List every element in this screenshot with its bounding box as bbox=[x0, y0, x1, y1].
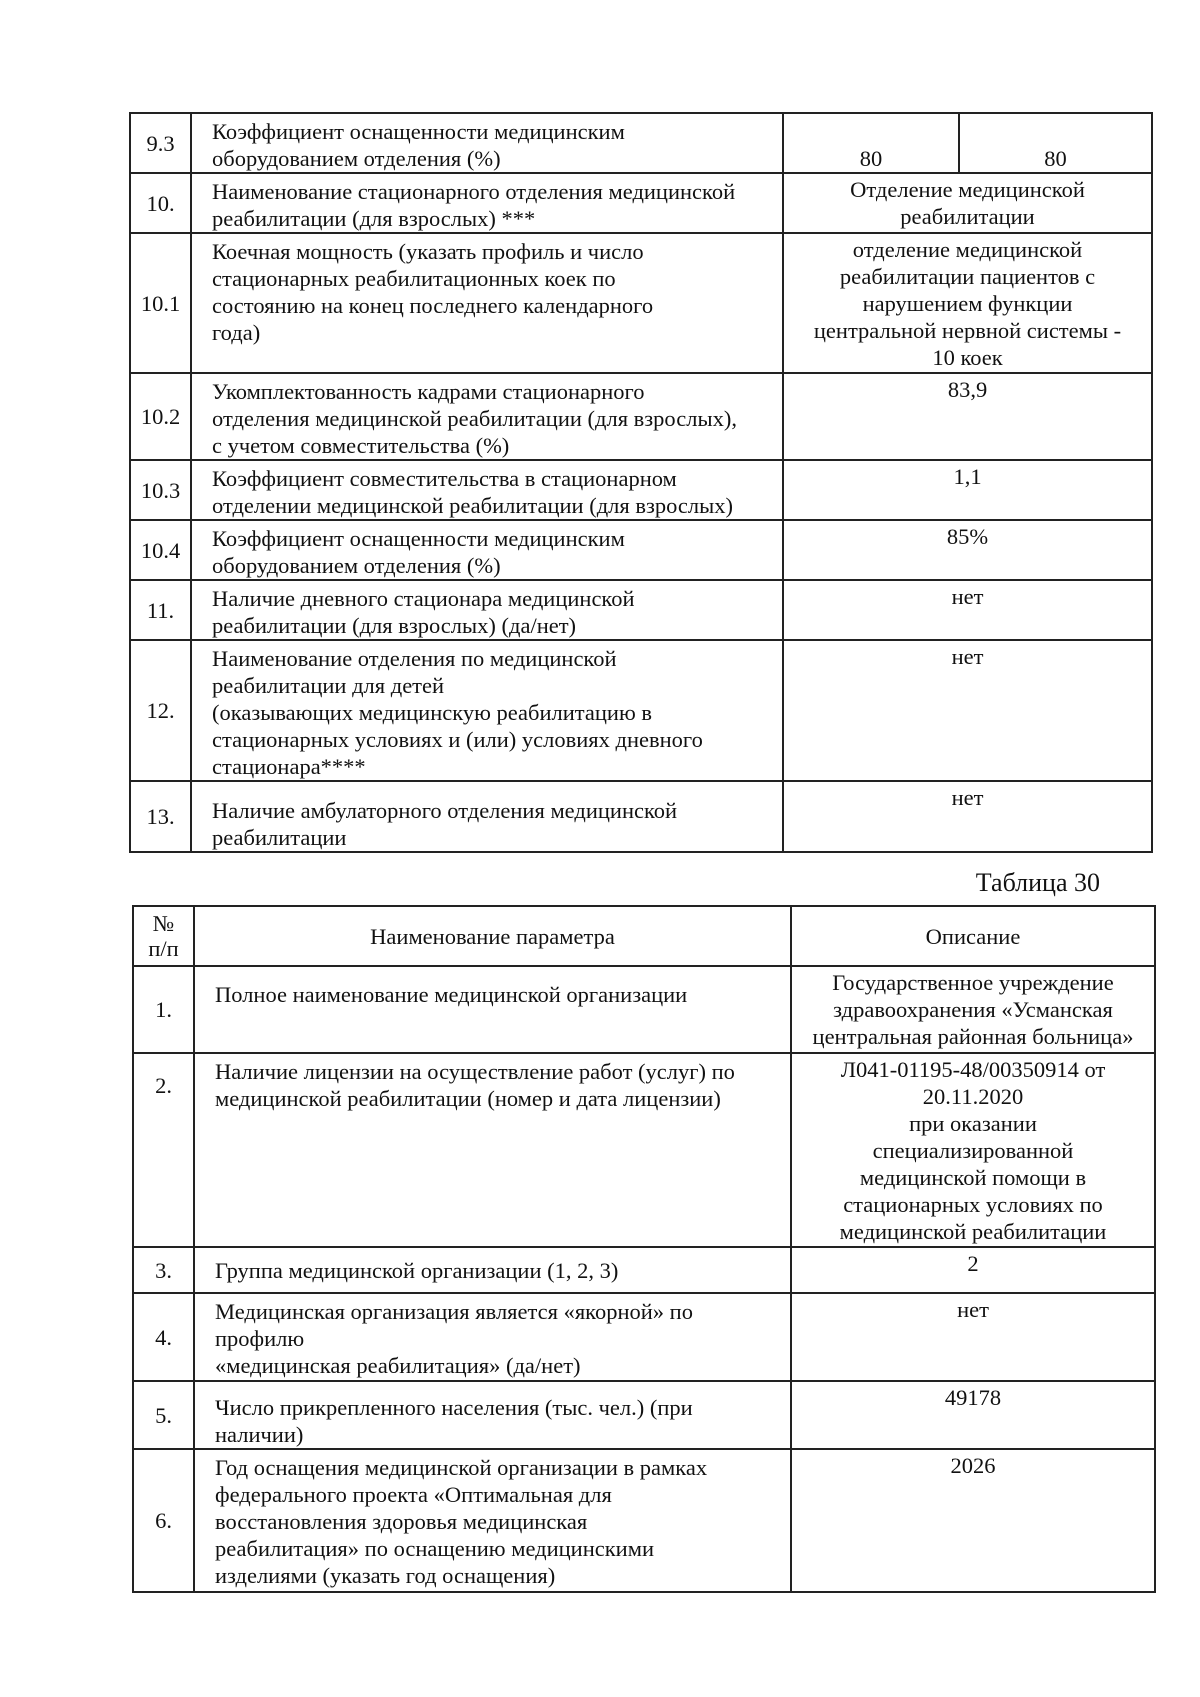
table-row bbox=[130, 373, 1152, 460]
parameter-value: 80 bbox=[783, 113, 959, 173]
row-number: 3. bbox=[133, 1247, 194, 1293]
parameter-name: Медицинская организация является «якорной» по профилю «медицинская реабилитация» (да/нет) bbox=[194, 1293, 791, 1381]
parameter-value: Отделение медицинской реабилитации bbox=[783, 173, 1152, 233]
row-number: 10.4 bbox=[130, 520, 191, 580]
column-header-number: № п/п bbox=[133, 906, 194, 966]
row-number: 9.3 bbox=[130, 113, 191, 173]
parameter-value: нет bbox=[783, 580, 1152, 640]
row-number: 10.3 bbox=[130, 460, 191, 520]
row-number: 4. bbox=[133, 1293, 194, 1381]
row-number: 10.1 bbox=[130, 233, 191, 373]
parameter-name: Коэффициент оснащенности медицинским оборудованием отделения (%) bbox=[191, 113, 783, 173]
parameter-name: Укомплектованность кадрами стационарного отделения медицинской реабилитации (для взрослых), с учетом совместительства (%) bbox=[191, 373, 783, 460]
column-header-description: Описание bbox=[791, 906, 1155, 966]
parameter-name: Коечная мощность (указать профиль и число стационарных реабилитационных коек по состоянию на конец последнего календарного года) bbox=[191, 233, 783, 373]
parameter-value: отделение медицинской реабилитации пациентов с нарушением функции центральной нервной системы - 10 коек bbox=[783, 233, 1152, 373]
row-number: 13. bbox=[130, 781, 191, 852]
parameter-name: Наименование отделения по медицинской реабилитации для детей (оказывающих медицинскую реабилитацию в стационарных условиях и (или) условиях дневного стационара**** bbox=[191, 640, 783, 781]
parameter-value: 1,1 bbox=[783, 460, 1152, 520]
parameter-name: Наличие дневного стационара медицинской реабилитации (для взрослых) (да/нет) bbox=[191, 580, 783, 640]
table-row bbox=[133, 1053, 1155, 1247]
table-row bbox=[130, 640, 1152, 781]
parameter-value: 83,9 bbox=[783, 373, 1152, 460]
row-number: 2. bbox=[133, 1053, 194, 1247]
parameter-value: 85% bbox=[783, 520, 1152, 580]
parameters-table-continued bbox=[129, 112, 1153, 853]
table-row bbox=[130, 173, 1152, 233]
table-row bbox=[133, 1449, 1155, 1592]
parameter-value: 2 bbox=[791, 1247, 1155, 1293]
parameter-name: Коэффициент оснащенности медицинским оборудованием отделения (%) bbox=[191, 520, 783, 580]
table-row bbox=[133, 1381, 1155, 1449]
parameter-name: Число прикрепленного населения (тыс. чел.) (при наличии) bbox=[194, 1381, 791, 1449]
parameter-name: Коэффициент совместительства в стационарном отделении медицинской реабилитации (для взрослых) bbox=[191, 460, 783, 520]
table-header-row bbox=[133, 906, 1155, 966]
parameter-value: Государственное учреждение здравоохранения «Усманская центральная районная больница» bbox=[791, 966, 1155, 1053]
column-header-name: Наименование параметра bbox=[194, 906, 791, 966]
parameter-value: Л041-01195-48/00350914 от 20.11.2020 при оказании специализированной медицинской помощи в стационарных условиях по медицинской реабилитации bbox=[791, 1053, 1155, 1247]
row-number: 11. bbox=[130, 580, 191, 640]
parameter-value: 80 bbox=[959, 113, 1152, 173]
table-row bbox=[133, 1293, 1155, 1381]
row-number: 10.2 bbox=[130, 373, 191, 460]
table-row bbox=[133, 1247, 1155, 1293]
table-row bbox=[130, 460, 1152, 520]
row-number: 6. bbox=[133, 1449, 194, 1592]
table-row bbox=[130, 233, 1152, 373]
parameter-name: Полное наименование медицинской организации bbox=[194, 966, 791, 1053]
parameter-value: 2026 bbox=[791, 1449, 1155, 1592]
parameter-value: нет bbox=[783, 640, 1152, 781]
parameter-name: Группа медицинской организации (1, 2, 3) bbox=[194, 1247, 791, 1293]
row-number: 10. bbox=[130, 173, 191, 233]
parameter-name: Наименование стационарного отделения медицинской реабилитации (для взрослых) *** bbox=[191, 173, 783, 233]
row-number: 12. bbox=[130, 640, 191, 781]
row-number: 1. bbox=[133, 966, 194, 1053]
parameter-value: нет bbox=[783, 781, 1152, 852]
parameter-name: Наличие лицензии на осуществление работ (услуг) по медицинской реабилитации (номер и дата лицензии) bbox=[194, 1053, 791, 1247]
table-row bbox=[130, 580, 1152, 640]
row-number: 5. bbox=[133, 1381, 194, 1449]
parameter-value: 49178 bbox=[791, 1381, 1155, 1449]
parameter-value: нет bbox=[791, 1293, 1155, 1381]
table-caption: Таблица 30 bbox=[975, 868, 1100, 897]
table-row bbox=[130, 520, 1152, 580]
table-row bbox=[130, 113, 1152, 173]
table-row bbox=[130, 781, 1152, 852]
parameters-table-30 bbox=[132, 905, 1156, 1593]
parameter-name: Наличие амбулаторного отделения медицинской реабилитации bbox=[191, 781, 783, 852]
parameter-name: Год оснащения медицинской организации в рамках федерального проекта «Оптимальная для восстановления здоровья медицинская реабилитация» по оснащению медицинскими изделиями (указать год оснащения) bbox=[194, 1449, 791, 1592]
table-row bbox=[133, 966, 1155, 1053]
